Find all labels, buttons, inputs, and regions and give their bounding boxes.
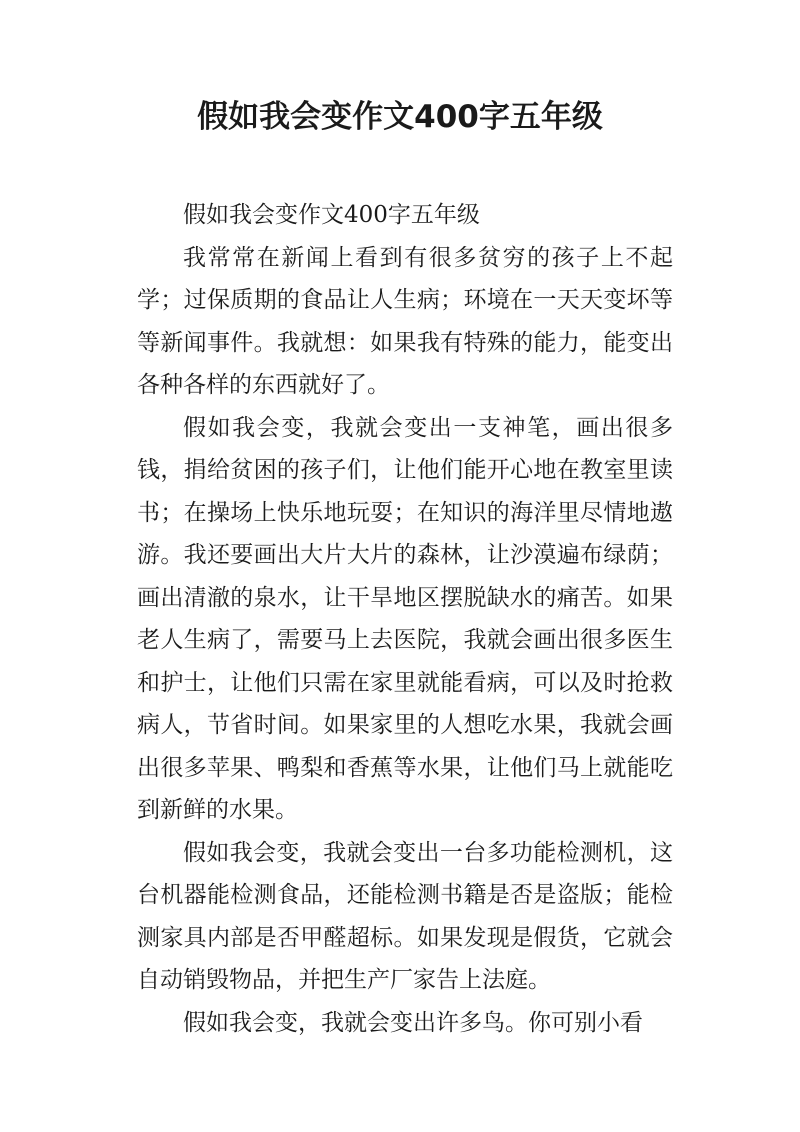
- paragraph: 假如我会变，我就会变出许多鸟。你可别小看: [183, 1009, 643, 1036]
- paragraph: 我常常在新闻上看到有很多贫穷的孩子上不起学；过保质期的食品让人生病；环境在一天天变坏等等新闻事件。我就想：如果我有特殊的能力，能变出各种各样的东西就好了。: [137, 244, 673, 398]
- document-body: [137, 194, 673, 1044]
- paragraph: 假如我会变，我就会变出一支神笔，画出很多钱，捐给贫困的孩子们，让他们能开心地在教室里读书；在操场上快乐地玩耍；在知识的海洋里尽情地遨游。我还要画出大片大片的森林，让沙漠遍布绿荫；画出清澈的泉水，让干旱地区摆脱缺水的痛苦。如果老人生病了，需要马上去医院，我就会画出很多医生和护士，让他们只需在家里就能看病，可以及时抢救病人，节省时间。如果家里的人想吃水果，我就会画出很多苹果、鸭梨和香蕉等水果，让他们马上就能吃到新鲜的水果。: [137, 414, 673, 823]
- document-title: 假如我会变作文400字五年级: [197, 99, 603, 135]
- paragraph: 假如我会变，我就会变出一台多功能检测机，这台机器能检测食品，还能检测书籍是否是盗版；能检测家具内部是否甲醛超标。如果发现是假货，它就会自动销毁物品，并把生产厂家告上法庭。: [137, 839, 673, 993]
- paragraph-subtitle: 假如我会变作文400字五年级: [183, 202, 480, 228]
